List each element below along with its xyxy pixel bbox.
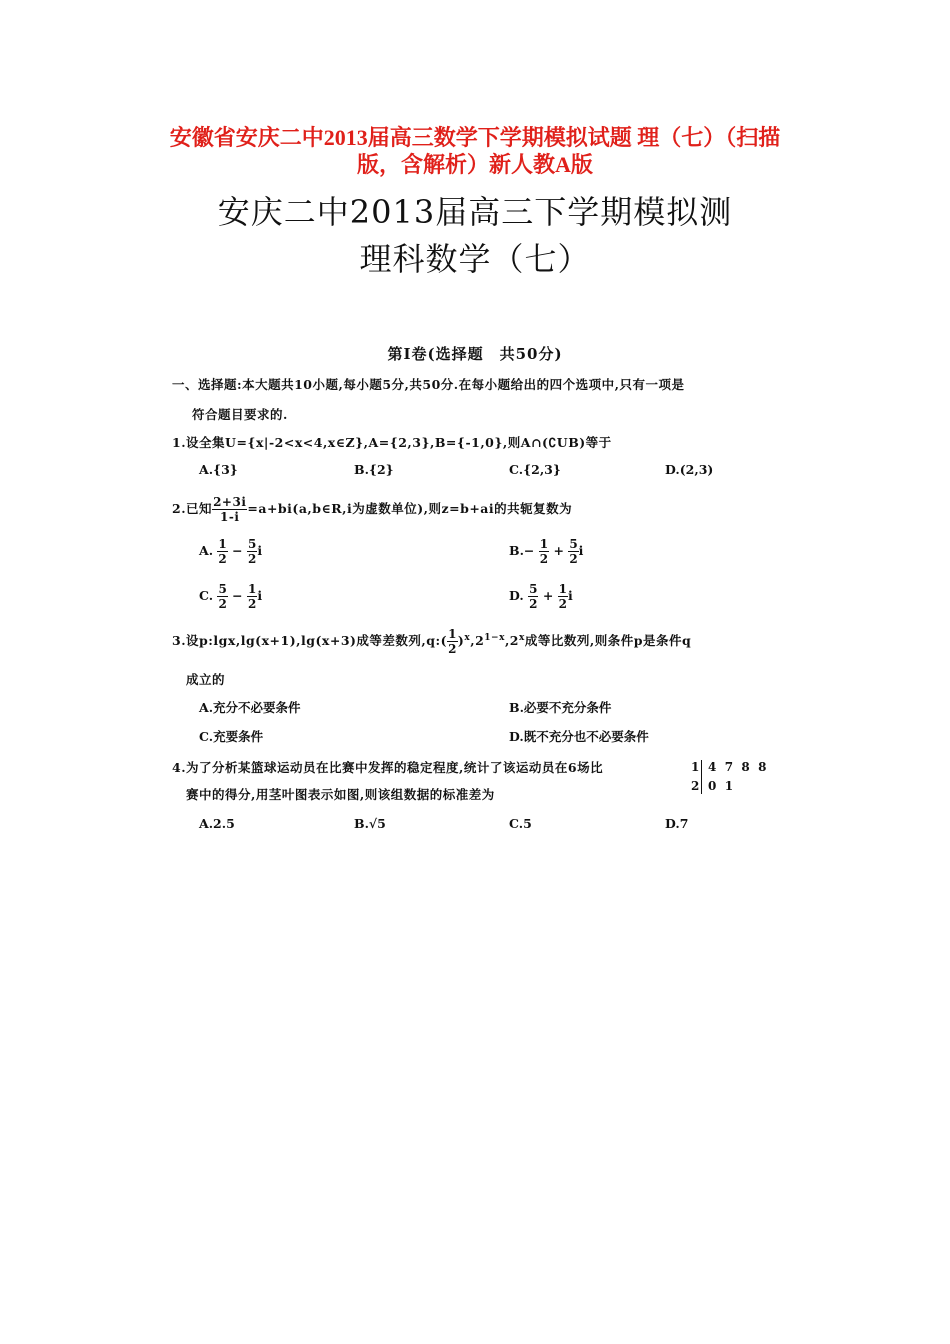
document-red-title-line1: 安徽省安庆二中2013届高三数学下学期模拟试题 理（七）（扫描 [169,125,781,150]
fraction-numerator: 1 [218,537,227,551]
question-4-stem-line1: 4.为了分析某篮球运动员在比赛中发挥的稳定程度,统计了该运动员在6场比 [172,760,604,775]
question-2-fraction-denominator: 1-i [220,510,240,524]
fraction-denominator: 2 [248,597,257,611]
question-3-option-b: B.必要不充分条件 [509,700,612,715]
fraction-numerator: 5 [529,582,538,596]
fraction-denominator: 2 [448,642,457,656]
operator: + [553,543,564,558]
fraction-numerator: 5 [247,537,257,551]
imaginary-unit: i [257,543,263,558]
imaginary-unit: i [568,588,573,603]
section-heading: 第Ⅰ卷(选择题 共50分) [387,345,563,363]
question-2-option-b [509,538,583,565]
fraction-numerator: 5 [569,537,578,551]
question-2-option-b-fraction-2 [568,538,578,565]
stem-row-1-leaves: 4 7 8 8 [708,760,767,774]
imaginary-unit: i [257,588,263,603]
operator: − [232,588,243,603]
exponent: 1−x [484,632,505,643]
question-2-option-a-fraction-1 [217,538,227,565]
question-3-option-d: D.既不充分也不必要条件 [509,729,649,744]
fraction-denominator: 2 [529,597,538,611]
question-4-stem-line2: 赛中的得分,用茎叶图表示如图,则该组数据的标准差为 [186,787,495,802]
question-2-fraction [212,496,247,523]
question-1-option-a: A.{3} [199,462,238,477]
question-3-stem-part-d: ,2 [504,633,520,648]
question-2-option-d-label: D. [509,588,524,603]
stem-and-leaf-plot [688,758,768,798]
exam-title: 安庆二中2013届高三下学期模拟测 [217,193,733,231]
question-2-option-c-fraction-2 [247,583,257,610]
fraction-numerator: 1 [448,627,457,641]
operator: + [542,588,554,603]
question-3-stem-line2: 成立的 [186,672,226,687]
stem-row-1-stem: 1 [691,760,700,774]
fraction-numerator: 1 [558,582,568,596]
fraction-numerator: 1 [539,537,549,551]
document-red-title-line2: 版，含解析）新人教A版 [357,152,593,177]
question-2-option-c-fraction-1 [217,583,227,610]
stem-row-2-leaves: 0 1 [708,779,734,793]
question-2-fraction-numerator: 2+3i [213,495,247,509]
fraction-denominator: 2 [218,597,227,611]
question-3-stem-part-b: ) [457,633,465,648]
question-3-option-a: A.充分不必要条件 [199,700,301,715]
question-1-option-c: C.{2,3} [509,462,561,477]
question-2-option-d [509,583,573,610]
fraction-numerator: 1 [248,582,257,596]
question-2-suffix: =a+bi(a,b∈R,i为虚数单位),则z=b+ai的共轭复数为 [247,501,573,516]
question-2-option-c-label: C. [199,588,214,603]
question-2-option-a [199,538,262,565]
fraction-numerator: 5 [218,582,227,596]
question-4-option-a: A.2.5 [199,816,235,831]
question-2-stem [172,496,572,523]
question-2-option-d-fraction-1 [528,583,538,610]
instruction-line2: 符合题目要求的. [192,407,288,422]
question-3-option-c: C.充要条件 [199,729,264,744]
operator: − [232,543,243,558]
question-2-option-a-label: A. [199,543,214,558]
fraction-denominator: 2 [218,552,227,566]
question-2-option-c [199,583,262,610]
imaginary-unit: i [578,543,584,558]
question-4-option-b: B.√5 [354,816,386,831]
fraction-denominator: 2 [558,597,568,611]
question-1-stem: 1.设全集U={x|-2<x<4,x∈Z},A={2,3},B={-1,0},则A∩(∁UB)等于 [172,435,612,450]
question-3-stem [172,628,691,655]
fraction-denominator: 2 [247,552,257,566]
question-1-option-b: B.{2} [354,462,394,477]
stem-row-2-stem: 2 [691,779,700,793]
question-4-option-d: D.7 [665,816,689,831]
question-3-stem-part-c: ,2 [470,633,485,648]
fraction-denominator: 2 [569,552,578,566]
exam-subtitle: 理科数学（七） [359,240,591,278]
exponent: x [519,632,525,643]
question-4-option-c: C.5 [509,816,532,831]
question-2-option-b-label: B.− [509,543,535,558]
question-2-option-a-fraction-2 [247,538,257,565]
stem-divider [701,760,702,794]
question-2-option-d-fraction-2 [558,583,568,610]
exponent: x [464,632,471,643]
question-3-fraction [447,628,458,655]
question-3-stem-part-a: 3.设p:lgx,lg(x+1),lg(x+3)成等差数列,q:( [172,633,448,648]
instruction-line1: 一、选择题:本大题共10小题,每小题5分,共50分.在每小题给出的四个选项中,只有一项是 [172,377,685,392]
question-2-option-b-fraction-1 [539,538,549,565]
question-1-option-d: D.(2,3) [665,462,714,477]
question-3-stem-part-e: 成等比数列,则条件p是条件q [524,633,692,648]
fraction-denominator: 2 [539,552,549,566]
question-2-prefix: 2.已知 [172,501,213,516]
